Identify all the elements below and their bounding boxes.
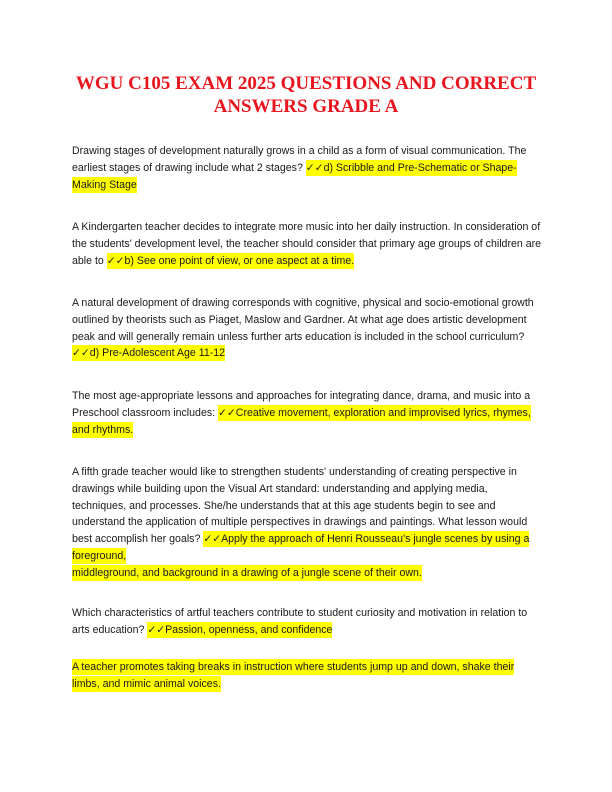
answer-highlight (72, 345, 225, 361)
answer-text: Apply the approach of Henri Rousseau's jungle scenes by using a foreground, (72, 533, 530, 562)
answer-highlight (147, 622, 332, 638)
check-icon: ✓✓ (106, 254, 125, 267)
qa-item-5 (72, 464, 544, 582)
qa-item-1 (72, 143, 544, 193)
question-text: Which characteristics of artful teachers contribute to student curiosity and motivation in relation to arts education? (72, 607, 528, 636)
qa-item-2 (72, 219, 544, 269)
document-title: WGU C105 EXAM 2025 QUESTIONS AND CORRECT ANSWERS GRADE A (75, 73, 537, 117)
answer-text: b) See one point of view, or one aspect at a time. (124, 254, 355, 267)
check-icon: ✓✓ (147, 623, 166, 636)
qa-item-6 (72, 605, 544, 639)
check-icon: ✓✓ (203, 533, 222, 546)
qa-item-4 (72, 388, 544, 438)
answer-continuation: middleground, and background in a drawing of a jungle scene of their own. (72, 566, 422, 579)
answer-text: d) Scribble and Pre-Schematic or Shape-Making Stage (72, 161, 517, 191)
answer-text: A teacher promotes taking breaks in instruction where students jump up and down, shake their limbs, and mimic animal voices. (72, 661, 515, 690)
answer-text: d) Pre-Adolescent Age 11-12 (89, 347, 226, 360)
question-text: A fifth grade teacher would like to strengthen students' understanding of creating perspective in drawings while building upon the Visual Art standard: understanding and applying media, techniques, and processes. She/he understands that at this age students begin to see and understand the application of multiple perspectives in drawings and paintings. What lesson would best accomplish her goals? (72, 466, 528, 546)
answer-text: Passion, openness, and confidence (165, 623, 333, 636)
question-text: Drawing stages of development naturally grows in a child as a form of visual communication. The earliest stages of drawing include what 2 stages? (72, 145, 527, 174)
question-text: The most age-appropriate lessons and approaches for integrating dance, drama, and music into a Preschool classroom includes: (72, 390, 531, 419)
question-text: A natural development of drawing corresponds with cognitive, physical and socio-emotional growth outlined by theorists such as Piaget, Maslow and Gardner. At what age does artistic development peak and will generally remain unless further arts education is included in the school curriculum? (72, 297, 534, 343)
answer-highlight (107, 253, 354, 269)
qa-item-3 (72, 295, 544, 362)
check-icon: ✓✓ (305, 161, 324, 174)
question-text: A Kindergarten teacher decides to integrate more music into her daily instruction. In consideration of the students' development level, the teacher should consider that primary age groups of children are able to (72, 221, 542, 267)
qa-item-7 (72, 659, 544, 693)
check-icon: ✓✓ (72, 347, 90, 360)
answer-text: Creative movement, exploration and improvised lyrics, rhymes, and rhythms. (72, 406, 531, 436)
check-icon: ✓✓ (218, 406, 236, 419)
